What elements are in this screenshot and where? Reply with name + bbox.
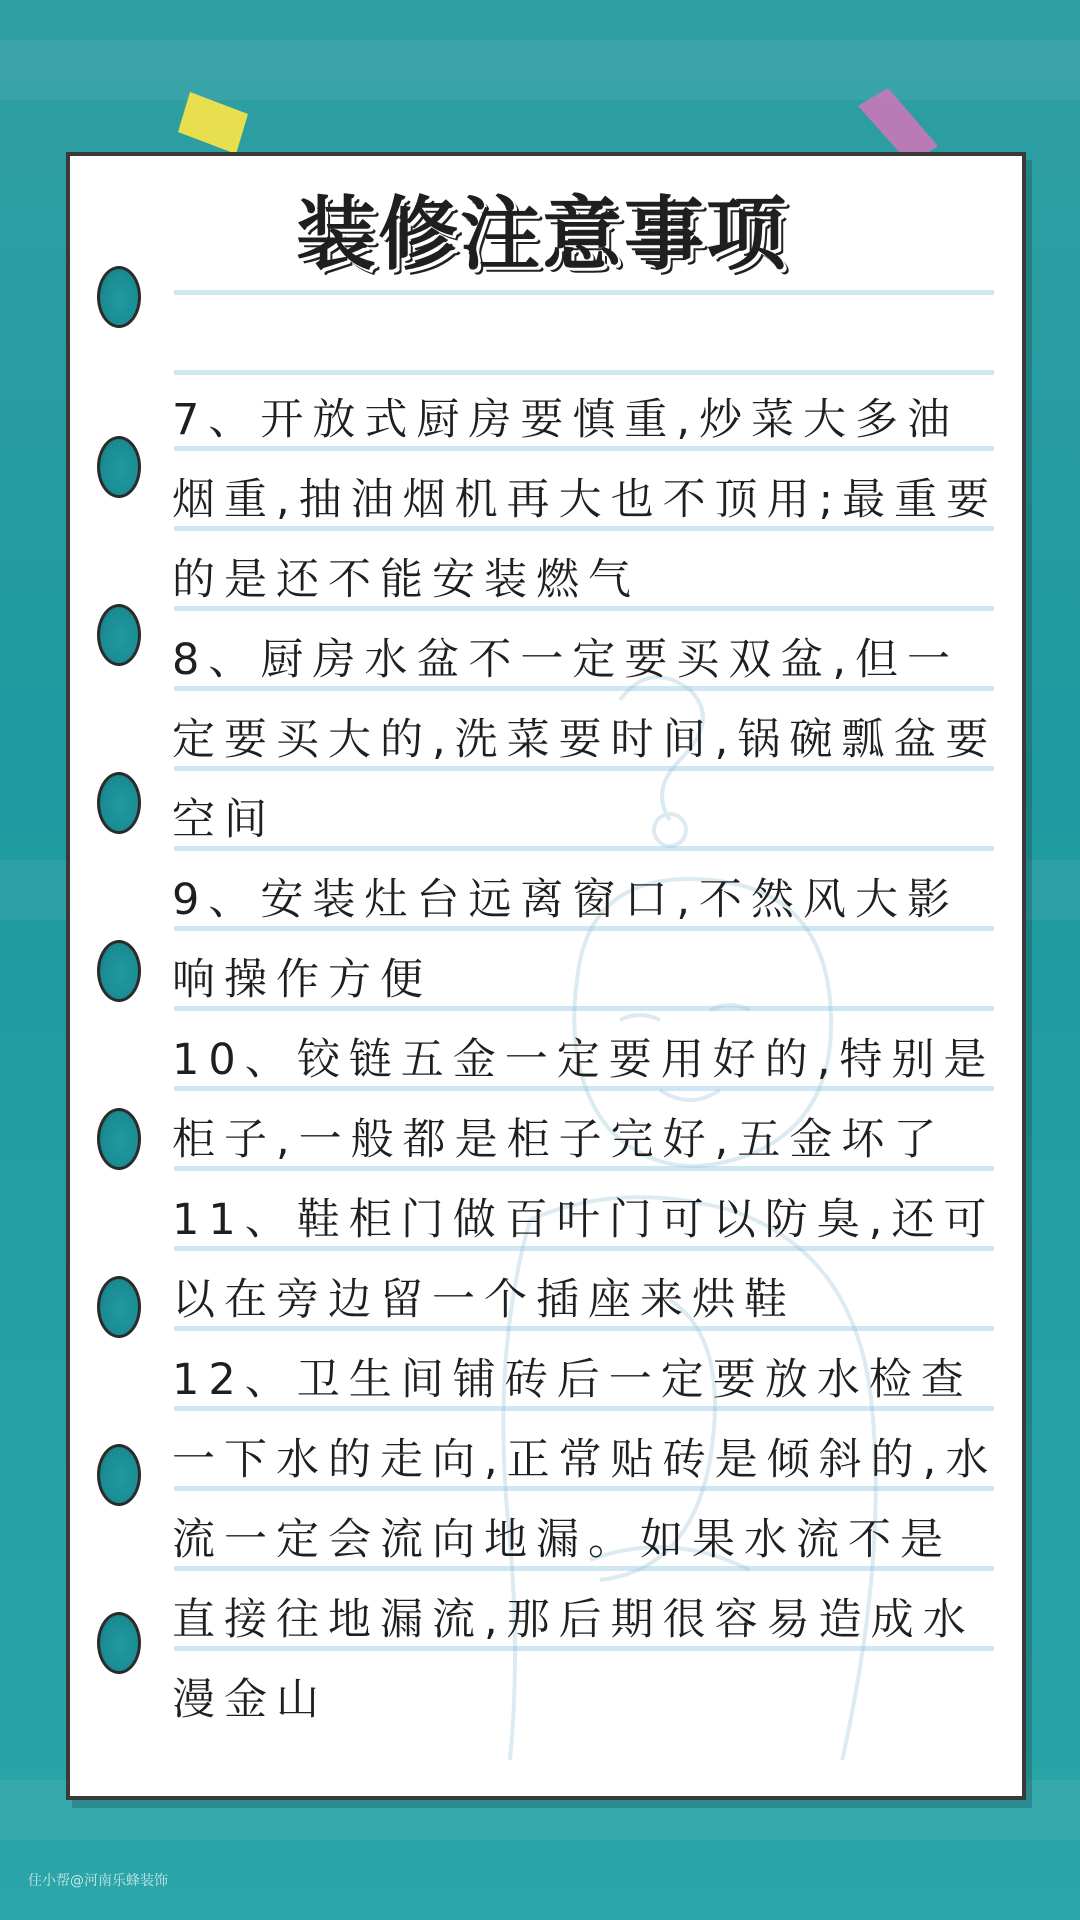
- binder-hole: [97, 436, 141, 498]
- note-line: 空间: [172, 795, 276, 845]
- note-line: 柜子,一般都是柜子完好,五金坏了: [172, 1115, 946, 1165]
- binder-hole: [97, 1612, 141, 1674]
- note-line: 一下水的走向,正常贴砖是倾斜的,水: [172, 1435, 998, 1485]
- note-line: 12、卫生间铺砖后一定要放水检查: [172, 1355, 973, 1405]
- note-line: 11、鞋柜门做百叶门可以防臭,还可: [172, 1195, 996, 1245]
- note-line: 的是还不能安装燃气: [172, 555, 640, 605]
- note-line: 直接往地漏流,那后期很容易造成水: [172, 1595, 975, 1645]
- note-line: 定要买大的,洗菜要时间,锅碗瓢盆要: [172, 715, 998, 765]
- binder-hole: [97, 604, 141, 666]
- note-line: 流一定会流向地漏。如果水流不是: [172, 1515, 952, 1565]
- note-line: 10、铰链五金一定要用好的,特别是: [172, 1035, 996, 1085]
- notes-content: [172, 380, 1002, 1740]
- note-line: 8、厨房水盆不一定要买双盆,但一: [172, 635, 960, 685]
- note-line: 7、开放式厨房要慎重,炒菜大多油: [172, 395, 960, 445]
- binder-hole: [97, 1108, 141, 1170]
- note-line: 9、安装灶台远离窗口,不然风大影: [172, 875, 960, 925]
- note-line: 以在旁边留一个插座来烘鞋: [172, 1275, 796, 1325]
- watermark: 住小帮@河南乐蜂装饰: [28, 1873, 168, 1889]
- note-line: 响操作方便: [172, 955, 432, 1005]
- binder-hole: [97, 1276, 141, 1338]
- note-line: 烟重,抽油烟机再大也不顶用;最重要: [172, 475, 999, 525]
- binder-hole: [97, 940, 141, 1002]
- binder-hole: [97, 772, 141, 834]
- rule-line: [174, 370, 994, 375]
- page-title: 装修注意事项: [296, 188, 788, 281]
- note-line: 漫金山: [172, 1675, 328, 1725]
- tape-yellow-icon: [178, 92, 248, 154]
- binder-hole: [97, 1444, 141, 1506]
- rule-line: [174, 290, 994, 295]
